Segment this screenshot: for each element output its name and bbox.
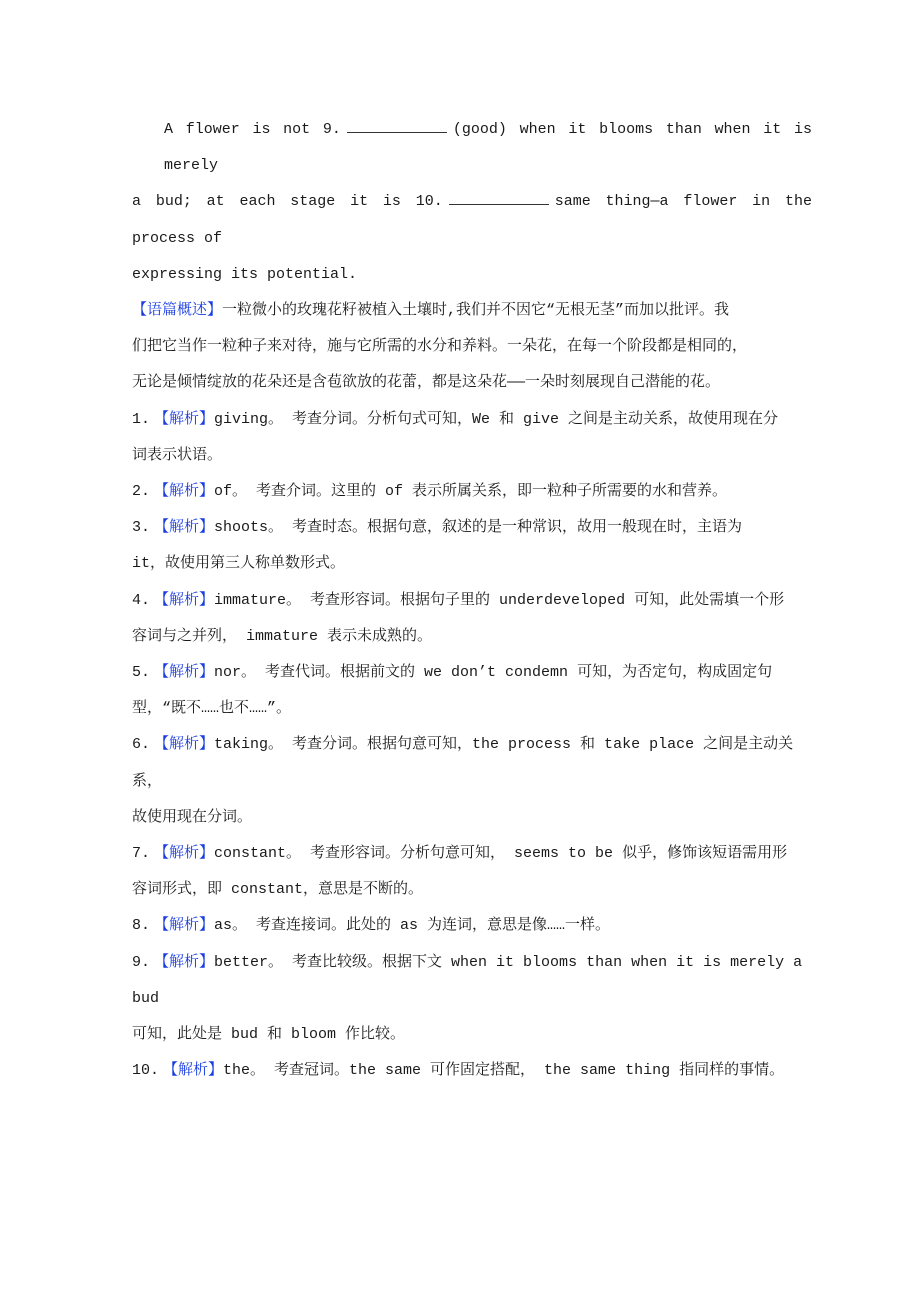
answer-number: 4. (132, 591, 151, 609)
answer-line (132, 1017, 812, 1053)
answer-number: 10. (132, 1062, 160, 1080)
passage-text: A flower is not 9. (164, 121, 341, 138)
summary-label: 【语篇概述】 (132, 302, 223, 320)
answer-text: 词表示状语。 (132, 446, 223, 464)
analysis-label: 【解析】 (154, 917, 215, 935)
document-body (132, 112, 812, 1089)
answer-blank-9 (347, 118, 447, 133)
answer-text: taking。 考查分词。根据句意可知，the process 和 take place 之间是主动关系， (132, 736, 794, 790)
answer-line (132, 691, 812, 727)
analysis-label: 【解析】 (154, 483, 215, 501)
answer-line (132, 402, 812, 438)
answer-item (132, 945, 812, 1054)
answer-line (132, 583, 812, 619)
summary-line: 们把它当作一粒种子来对待，施与它所需的水分和养料。一朵花，在每一个阶段都是相同的， (132, 338, 748, 356)
answer-text: 故使用现在分词。 (132, 808, 253, 826)
summary-line (132, 293, 812, 329)
answer-line (132, 945, 812, 1017)
answer-line (132, 474, 812, 510)
answer-text: 可知，此处是 bud 和 bloom 作比较。 (132, 1026, 406, 1044)
answer-item (132, 402, 812, 474)
answer-number: 7. (132, 845, 151, 863)
answer-item (132, 583, 812, 655)
answer-text: 容词与之并列， immature 表示未成熟的。 (132, 627, 433, 645)
answer-text: it，故使用第三人称单数形式。 (132, 555, 346, 573)
answer-line (132, 438, 812, 474)
answer-number: 8. (132, 917, 151, 935)
answer-text: immature。 考查形容词。根据句子里的 underdeveloped 可知，此处需填一个形 (214, 591, 785, 609)
passage-line (132, 112, 812, 184)
answer-item (132, 510, 812, 582)
answer-text: shoots。 考查时态。根据句意，叙述的是一种常识，故用一般现在时，主语为 (214, 519, 743, 537)
answer-number: 6. (132, 736, 151, 754)
analysis-label: 【解析】 (154, 736, 215, 754)
analysis-label: 【解析】 (154, 664, 215, 682)
answer-line (132, 655, 812, 691)
answer-text: 容词形式，即 constant，意思是不断的。 (132, 881, 424, 899)
summary-text: 一粒微小的玫瑰花籽被植入土壤时,我们并不因它“无根无茎”而加以批评。我 (222, 302, 730, 320)
answer-text: as。 考查连接词。此处的 as 为连词，意思是像……一样。 (214, 917, 611, 935)
analysis-label: 【解析】 (163, 1062, 224, 1080)
passage-text: same thing—a flower in the process of (132, 193, 812, 247)
answer-number: 2. (132, 483, 151, 501)
analysis-label: 【解析】 (154, 953, 215, 971)
answer-item (132, 727, 812, 836)
answer-number: 1. (132, 410, 151, 428)
answer-item (132, 474, 812, 510)
answer-text: better。 考查比较级。根据下文 when it blooms than when it is merely a bud (132, 953, 803, 1007)
answer-text: the。 考查冠词。the same 可作固定搭配， the same thing 指同样的事情。 (223, 1062, 785, 1080)
answer-number: 3. (132, 519, 151, 537)
analysis-label: 【解析】 (154, 410, 215, 428)
answer-text: 型，“既不……也不……”。 (132, 700, 292, 718)
answer-blank-10 (449, 190, 549, 205)
answer-item (132, 1053, 812, 1089)
answer-line (132, 1053, 812, 1089)
answer-text: giving。 考查分词。分析句式可知，We 和 give 之间是主动关系，故使用现在分 (214, 410, 779, 428)
answer-line (132, 836, 812, 872)
answer-item (132, 655, 812, 727)
answer-line (132, 727, 812, 799)
answer-line (132, 546, 812, 582)
analysis-label: 【解析】 (154, 845, 215, 863)
answer-item (132, 836, 812, 908)
answer-text: of。 考查介词。这里的 of 表示所属关系，即一粒种子所需要的水和营养。 (214, 483, 728, 501)
passage-text: a bud; at each stage it is 10. (132, 193, 443, 211)
answer-line (132, 510, 812, 546)
answer-number: 9. (132, 953, 151, 971)
passage-line: expressing its potential. (132, 265, 358, 283)
analysis-label: 【解析】 (154, 591, 215, 609)
answer-text: constant。 考查形容词。分析句意可知， seems to be 似乎，修饰该短语需用形 (214, 845, 788, 863)
passage-line (132, 184, 812, 256)
answer-text: nor。 考查代词。根据前文的 we don’t condemn 可知，为否定句，构成固定句 (214, 664, 773, 682)
answer-list (132, 402, 812, 1090)
summary-line: 无论是倾情绽放的花朵还是含苞欲放的花蕾，都是这朵花——一朵时刻展现自己潜能的花。 (132, 374, 721, 392)
answer-line (132, 619, 812, 655)
answer-line (132, 800, 812, 836)
answer-item (132, 908, 812, 944)
answer-number: 5. (132, 664, 151, 682)
answer-line (132, 872, 812, 908)
analysis-label: 【解析】 (154, 519, 215, 537)
answer-line (132, 908, 812, 944)
passage-text: (good) when it blooms than when it is merely (164, 121, 812, 175)
